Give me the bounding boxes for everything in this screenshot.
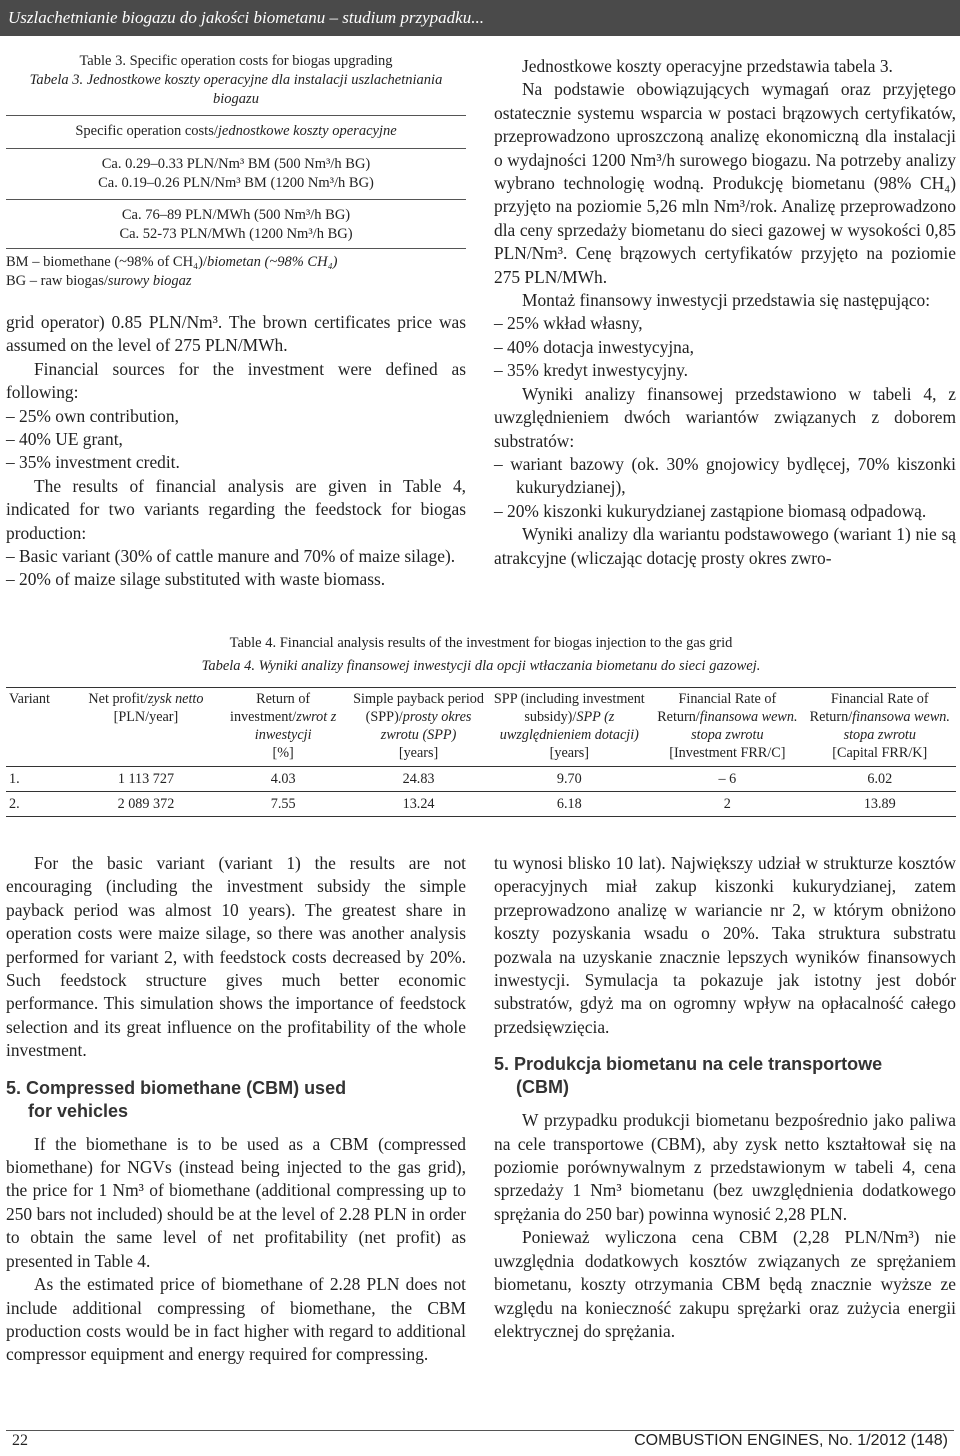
table4-header-2 bbox=[217, 688, 350, 767]
table4-cell-0-5: – 6 bbox=[651, 767, 803, 792]
table4-header-6-pl: finansowa wewn. stopa zwrotu bbox=[843, 709, 950, 743]
table4-cell-0-3: 24.83 bbox=[350, 767, 488, 792]
table4-header-2-en: Return of investment/ bbox=[230, 691, 311, 725]
table4-header-0-en: Variant bbox=[9, 691, 50, 707]
table3-note-bg bbox=[6, 272, 466, 311]
table4-caption-en: Table 4. Financial analysis results of the investment for biogas injection to the gas grid bbox=[229, 635, 733, 651]
left-list-item-4: – Basic variant (30% of cattle manure and 70% of maize silage). bbox=[6, 546, 456, 567]
section-title-line-1: Compressed biomethane (CBM) used bbox=[26, 1077, 347, 1098]
left-paragraph-1: grid operator) 0.85 PLN/Nm³. The brown certificates price was assumed on the level of 275 PLN/MWh. bbox=[6, 312, 466, 356]
table4-cell-1-4: 6.18 bbox=[488, 792, 652, 817]
table4-header-1-unit: [PLN/year] bbox=[113, 709, 179, 725]
running-header bbox=[0, 0, 960, 36]
table4-header-6-unit: [Capital FRR/K] bbox=[832, 745, 928, 761]
right-paragraph-5: Wyniki analizy dla wariantu podstawowego (wariant 1) nie są atrakcyjne (wliczając dotację prosty okres zwro- bbox=[494, 524, 956, 568]
table4-header-2-unit: [%] bbox=[272, 745, 294, 761]
right-column-top bbox=[494, 55, 956, 570]
section-heading-transport bbox=[494, 1053, 956, 1099]
right-list-item-4: – wariant bazowy (ok. 30% gnojowicy bydlęcej, 70% kiszonki kukurydzianej), bbox=[494, 453, 956, 498]
footer-rule bbox=[6, 1430, 954, 1431]
table4-cell-1-2: 7.55 bbox=[217, 792, 350, 817]
right-list-item-3: – 35% kredyt inwestycyjny. bbox=[494, 360, 688, 381]
table4-header-3-pl: prosty okres zwrotu (SPP) bbox=[380, 709, 472, 743]
table4-header-row bbox=[6, 688, 956, 767]
left-bottom-paragraph-2: If the biomethane is to be used as a CBM (compressed biomethane) for NGVs (instead being injected to the gas grid), the price for 1 Nm³ of biomethane (additional compressing up to 250 bars not included) should be at the level of 2.28 PLN in order to obtain the same level of net profitability (net profit) as presented in Table 4. bbox=[6, 1133, 466, 1271]
table3-row-3: Ca. 76–89 PLN/MWh (500 Nm³/h BG) bbox=[121, 207, 351, 223]
right-bottom-paragraph-2: W przypadku produkcji biometanu bezpośrednio jako paliwa na cele transportowe (CBM), aby zysk netto kształtował się na poziomie porównywalnym z przedstawionym w tabeli 4, cena sprzedaży 1 Nm³ biometanu (bez uwzględnienia dodatkowego sprężania do 250 bar) powinna wynosić 2,28 PLN. bbox=[494, 1110, 956, 1224]
financial-results-table bbox=[6, 687, 956, 817]
table4-header-2-pl: zwrot z inwestycji bbox=[254, 709, 337, 743]
section-number: 5. bbox=[6, 1077, 22, 1098]
right-list-item-1: – 25% wkład własny, bbox=[494, 313, 643, 334]
table4-cell-0-0: 1. bbox=[6, 767, 75, 792]
page-footer bbox=[0, 1430, 960, 1456]
table3-heading-pl: jednostkowe koszty operacyjne bbox=[217, 123, 397, 139]
table3-caption-en: Table 3. Specific operation costs for biogas upgrading bbox=[79, 53, 393, 69]
table4-header-6 bbox=[804, 688, 956, 767]
table4-header-4-en: SPP (including investment subsidy)/ bbox=[493, 691, 645, 725]
left-column-bottom bbox=[6, 852, 466, 1367]
left-list-item-2: – 40% UE grant, bbox=[6, 429, 123, 450]
right-column-bottom bbox=[494, 852, 956, 1343]
table3-note-bg-pl: surowy biogaz bbox=[107, 273, 192, 289]
left-list-item-3: – 35% investment credit. bbox=[6, 452, 180, 473]
table3-note-bm-pl: biometan (~98% CH₄) bbox=[206, 254, 338, 270]
table4-cell-0-1: 1 113 727 bbox=[75, 767, 216, 792]
left-bottom-paragraph-1: For the basic variant (variant 1) the results are not encouraging (including the investment subsidy the simple payback period was almost 10 years). The greatest share in operation costs were maize silage, so there was another analysis performed for variant 2, with feedstock costs decreased by 20%. Such feedstock structure gives much better economic performance. This simulation shows the importance of feedstock selection and its great influence on the profitability of the whole investment. bbox=[6, 853, 466, 1061]
right-paragraph-2: Na podstawie obowiązujących wymagań oraz przyjętego ostatecznie systemu wsparcia w postaci brązowych certyfikatów, przeprowadzono uproszczoną analizę ekonomiczną dla instalacji o wydajności 1200 Nm³/h surowego biogazu. Na potrzeby analizy wybrano technologię wodną. Produkcję biometanu (98% CH₄) przyjęto na poziomie 5,26 mln Nm³/rok. Analizę przeprowadzono dla ceny sprzedaży biometanu do sieci gazowej w wysokości 0,85 PLN/Nm³. Cenę brązowych certyfikatów przyjęto na poziomie 275 PLN/MWh. bbox=[494, 79, 956, 287]
table4-cell-0-2: 4.03 bbox=[217, 767, 350, 792]
table4-header-3-en: Simple payback period (SPP)/ bbox=[353, 691, 484, 725]
table4-header-1 bbox=[75, 688, 216, 767]
left-list-item-1: – 25% own contribution, bbox=[6, 405, 179, 426]
table3-row-1: Ca. 0.29–0.33 PLN/Nm³ BM (500 Nm³/h BG) bbox=[101, 156, 371, 172]
table4-cell-1-3: 13.24 bbox=[350, 792, 488, 817]
table3-note-bm bbox=[6, 249, 466, 272]
section-number-pl: 5. bbox=[494, 1054, 510, 1075]
page-number: 22 bbox=[12, 1432, 28, 1449]
table4-header-0 bbox=[6, 688, 75, 767]
table3-row-2: Ca. 0.19–0.26 PLN/Nm³ BM (1200 Nm³/h BG) bbox=[98, 175, 374, 191]
table4-header-3-unit: [years] bbox=[398, 745, 439, 761]
left-paragraph-2: Financial sources for the investment were defined as following: bbox=[6, 358, 466, 403]
right-bottom-paragraph-1: tu wynosi blisko 10 lat). Największy udział w strukturze kosztów operacyjnych miał zakup kiszonki kukurydzianej, zatem przeprowadzono analizę w wariancie nr 2, w którym obniżono koszty pozyskania wsadu o 20%. Taka struktura substratu pozwala na uzyskanie znacznie lepszych wyników finansowych inwestycji. Symulacja ta pokazuje jak istotny jest dobór substratów, gdyż ma on ogromny wpływ na opłacalność całego przedsięwzięcia. bbox=[494, 853, 956, 1037]
running-title: Uszlachetnianie biogazu do jakości biometanu – studium przypadku... bbox=[8, 8, 484, 27]
right-list-item-2: – 40% dotacja inwestycyjna, bbox=[494, 336, 694, 357]
table4-header-1-pl: zysk netto bbox=[147, 691, 204, 707]
table4-header-5-pl: finansowa wewn. stopa zwrotu bbox=[691, 709, 798, 743]
table4-cell-1-6: 13.89 bbox=[804, 792, 956, 817]
table4-body bbox=[6, 767, 956, 817]
table4-caption-pl: Tabela 4. Wyniki analizy finansowej inwestycji dla opcji wtłaczania biometanu do sieci gazowej. bbox=[201, 658, 761, 674]
table-row bbox=[6, 792, 956, 817]
table4-header-1-en: Net profit/ bbox=[88, 691, 148, 707]
table4-header-3 bbox=[350, 688, 488, 767]
table4-cell-0-6: 6.02 bbox=[804, 767, 956, 792]
table3-caption-pl: Tabela 3. Jednostkowe koszty operacyjne dla instalacji uszlachetniania biogazu bbox=[29, 72, 443, 107]
table3-note-bg-en: BG – raw biogas/ bbox=[6, 273, 108, 289]
table3-note-bm-en: BM – biomethane (~98% of CH₄)/ bbox=[6, 254, 207, 270]
table-row bbox=[6, 767, 956, 792]
right-list-item-5: – 20% kiszonki kukurydzianej zastąpione biomasą odpadową. bbox=[494, 500, 927, 521]
table3-heading-en: Specific operation costs/ bbox=[75, 123, 218, 139]
left-bottom-paragraph-3: As the estimated price of biomethane of 2.28 PLN does not include additional compressing of biomethane, the CBM production costs would be in fact higher with regard to additional compressor equipment and energy required for compressing. bbox=[6, 1274, 466, 1365]
table4-cell-0-4: 9.70 bbox=[488, 767, 652, 792]
section-title-pl-line-1: Produkcja biometanu na cele transportowe bbox=[514, 1054, 883, 1075]
table4-header-4-pl: SPP (z uwzględnieniem dotacji) bbox=[499, 709, 639, 743]
right-paragraph-4: Wyniki analizy finansowej przedstawiono w tabeli 4, z uwzględnieniem dwóch wariantów związanych z doborem substratów: bbox=[494, 383, 956, 451]
table4-header-6-en: Financial Rate of Return/ bbox=[809, 691, 929, 725]
section-heading-cbm bbox=[6, 1077, 466, 1123]
table3-heading bbox=[6, 116, 466, 148]
section-title-pl-line-2: (CBM) bbox=[516, 1077, 569, 1098]
table3-row-4: Ca. 52-73 PLN/MWh (1200 Nm³/h BG) bbox=[119, 226, 353, 242]
table4-header-5 bbox=[651, 688, 803, 767]
table4-header-4 bbox=[488, 688, 652, 767]
section-title-line-2: for vehicles bbox=[28, 1100, 129, 1121]
table4-cell-1-0: 2. bbox=[6, 792, 75, 817]
right-bottom-paragraph-3: Ponieważ wyliczona cena CBM (2,28 PLN/Nm³) nie uwzględnia dodatkowych kosztów związanych ze sprężaniem biometanu, koszty otrzymania CBM będą znacznie wyższe ze względu na konieczność zakupu sprężarki oraz zużycia energii elektrycznej do sprężania. bbox=[494, 1227, 956, 1341]
table4-header-5-unit: [Investment FRR/C] bbox=[669, 745, 786, 761]
table4-header-4-unit: [years] bbox=[549, 745, 590, 761]
right-paragraph-1: Jednostkowe koszty operacyjne przedstawia tabela 3. bbox=[522, 56, 893, 76]
table4-cell-1-1: 2 089 372 bbox=[75, 792, 216, 817]
left-paragraph-3: The results of financial analysis are given in Table 4, indicated for two variants regarding the feedstock for biogas production: bbox=[6, 475, 466, 543]
table4-header-5-en: Financial Rate of Return/ bbox=[657, 691, 777, 725]
left-list-item-5: – 20% of maize silage substituted with waste biomass. bbox=[6, 569, 386, 590]
journal-name: COMBUSTION ENGINES, No. 1/2012 (148) bbox=[634, 1432, 948, 1449]
left-column-top bbox=[6, 52, 466, 592]
right-paragraph-3: Montaż finansowy inwestycji przedstawia się następująco: bbox=[522, 290, 931, 311]
table4-cell-1-5: 2 bbox=[651, 792, 803, 817]
